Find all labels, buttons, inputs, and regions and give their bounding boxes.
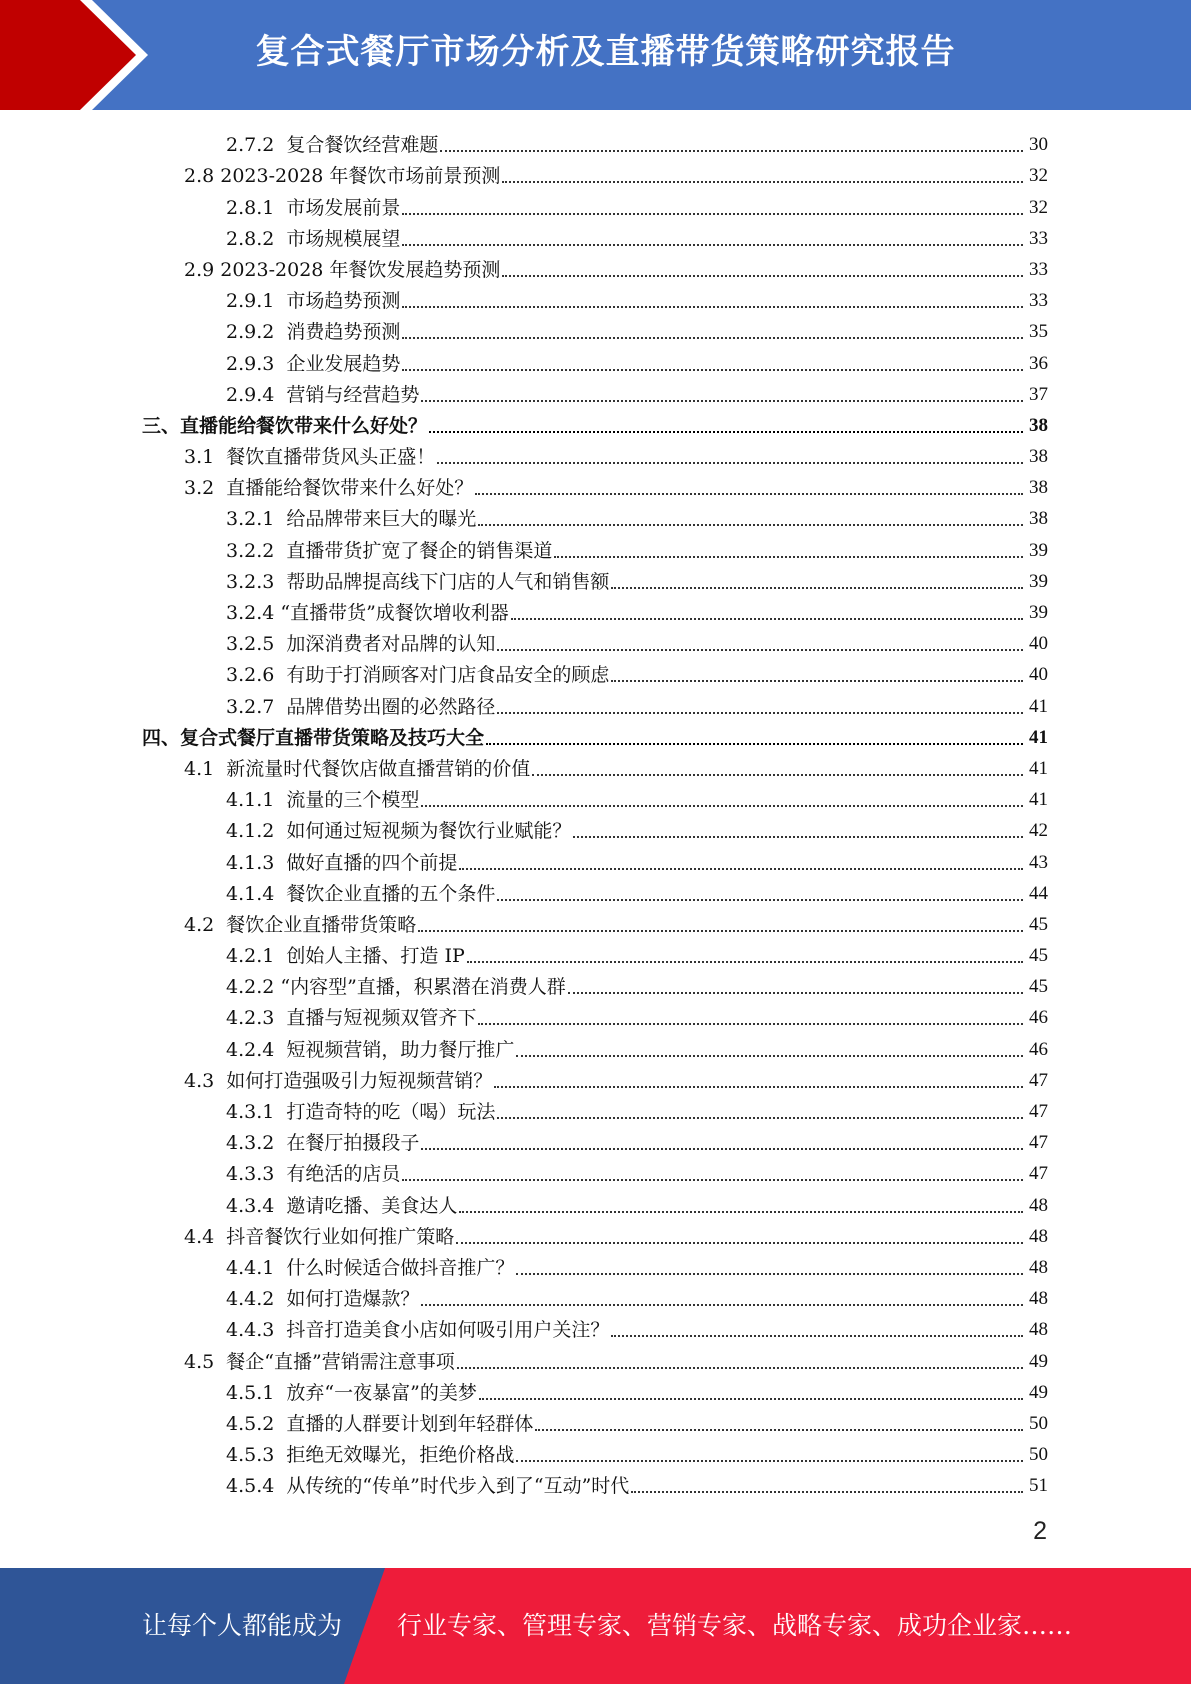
toc-entry[interactable] xyxy=(0,1312,1191,1343)
toc-entry[interactable] xyxy=(0,720,1191,751)
toc-entry-title: 4.5.3 拒绝无效曝光，拒绝价格战 xyxy=(226,1444,515,1467)
toc-entry[interactable] xyxy=(0,252,1191,283)
toc-dot-leader xyxy=(421,400,1023,402)
toc-entry-page: 47 xyxy=(1029,1163,1048,1185)
toc-entry-title: 2.9 2023-2028 年餐饮发展趋势预测 xyxy=(184,258,501,281)
toc-entry-title: 4.2.1 创始人主播、打造 IP xyxy=(226,945,465,968)
toc-dot-leader xyxy=(568,992,1023,994)
toc-entry-title: 3.1 餐饮直播带货风头正盛！ xyxy=(184,446,436,469)
toc-dot-leader xyxy=(402,244,1023,246)
toc-entry-title: 4.1.1 流量的三个模型 xyxy=(226,789,420,812)
toc-dot-leader xyxy=(459,1211,1023,1213)
toc-entry-title: 4.2.4 短视频营销，助力餐厅推广 xyxy=(226,1038,515,1061)
toc-entry-title: 2.9.4 营销与经营趋势 xyxy=(226,383,420,406)
toc-entry-title: 4.2.3 直播与短视频双管齐下 xyxy=(226,1007,477,1030)
toc-entry-page: 41 xyxy=(1029,695,1048,717)
toc-entry-page: 43 xyxy=(1029,851,1048,873)
toc-entry[interactable] xyxy=(0,657,1191,688)
toc-entry-page: 41 xyxy=(1029,726,1048,748)
toc-entry[interactable] xyxy=(0,688,1191,719)
toc-dot-leader xyxy=(502,181,1023,183)
toc-entry[interactable] xyxy=(0,751,1191,782)
toc-dot-leader xyxy=(402,369,1023,371)
toc-dot-leader xyxy=(421,1304,1023,1306)
toc-entry[interactable] xyxy=(0,501,1191,532)
toc-dot-leader xyxy=(478,1023,1023,1025)
toc-entry-title: 4.5 餐企“直播”营销需注意事项 xyxy=(184,1350,455,1373)
toc-entry-page: 49 xyxy=(1029,1350,1048,1372)
toc-entry[interactable] xyxy=(0,969,1191,1000)
toc-entry[interactable] xyxy=(0,782,1191,813)
toc-entry-page: 49 xyxy=(1029,1381,1048,1403)
toc-dot-leader xyxy=(497,899,1023,901)
toc-dot-leader xyxy=(502,275,1023,277)
toc-dot-leader xyxy=(459,868,1023,870)
report-title: 复合式餐厅市场分析及直播带货策略研究报告 xyxy=(255,32,956,72)
toc-entry-title: 4.3 如何打造强吸引力短视频营销？ xyxy=(184,1069,493,1092)
toc-entry-page: 39 xyxy=(1029,570,1048,592)
toc-entry-page: 51 xyxy=(1029,1475,1048,1497)
toc-entry-title: 2.9.1 市场趋势预测 xyxy=(226,290,401,313)
toc-entry-page: 33 xyxy=(1029,290,1048,312)
toc-entry-title: 4.5.1 放弃“一夜暴富”的美梦 xyxy=(226,1381,477,1404)
toc-dot-leader xyxy=(486,743,1023,745)
toc-dot-leader xyxy=(437,462,1023,464)
toc-entry-title: 3.2.1 给品牌带来巨大的曝光 xyxy=(226,508,477,531)
toc-entry-page: 42 xyxy=(1029,820,1048,842)
toc-dot-leader xyxy=(467,961,1023,963)
toc-entry-page: 40 xyxy=(1029,633,1048,655)
toc-dot-leader xyxy=(402,1179,1023,1181)
toc-entry[interactable] xyxy=(0,813,1191,844)
toc-entry-title: 2.8 2023-2028 年餐饮市场前景预测 xyxy=(184,165,501,188)
toc-entry[interactable] xyxy=(0,1375,1191,1406)
toc-entry-page: 35 xyxy=(1029,321,1048,343)
toc-entry[interactable] xyxy=(0,127,1191,158)
toc-entry-title: 4.4.1 什么时候适合做抖音推广？ xyxy=(226,1256,515,1279)
toc-entry-title: 2.9.3 企业发展趋势 xyxy=(226,352,401,375)
toc-dot-leader xyxy=(494,1086,1023,1088)
toc-entry-page: 32 xyxy=(1029,196,1048,218)
toc-entry[interactable] xyxy=(0,595,1191,626)
toc-entry[interactable] xyxy=(0,1031,1191,1062)
toc-entry-page: 48 xyxy=(1029,1256,1048,1278)
toc-entry[interactable] xyxy=(0,844,1191,875)
toc-dot-leader xyxy=(516,1460,1023,1462)
toc-entry-title: 2.7.2 复合餐饮经营难题 xyxy=(226,134,439,157)
toc-dot-leader xyxy=(535,1429,1023,1431)
toc-entry-title: 4.4.2 如何打造爆款？ xyxy=(226,1288,420,1311)
toc-dot-leader xyxy=(421,1148,1023,1150)
toc-entry-page: 37 xyxy=(1029,383,1048,405)
toc-entry-page: 39 xyxy=(1029,539,1048,561)
toc-entry[interactable] xyxy=(0,1000,1191,1031)
toc-entry-title: 4.4.3 抖音打造美食小店如何吸引用户关注？ xyxy=(226,1319,610,1342)
toc-entry[interactable] xyxy=(0,377,1191,408)
toc-entry-title: 4.2.2 “内容型”直播，积累潜在消费人群 xyxy=(226,976,566,999)
toc-entry-page: 41 xyxy=(1029,757,1048,779)
toc-entry-title: 2.8.2 市场规模展望 xyxy=(226,227,401,250)
toc-entry-page: 46 xyxy=(1029,1038,1048,1060)
toc-entry-title: 3.2.6 有助于打消顾客对门店食品安全的顾虑 xyxy=(226,664,610,687)
toc-dot-leader xyxy=(497,649,1023,651)
toc-entry-title: 4.1 新流量时代餐饮店做直播营销的价值 xyxy=(184,757,531,780)
toc-entry-title: 4.3.2 在餐厅拍摄段子 xyxy=(226,1132,420,1155)
toc-dot-leader xyxy=(475,493,1023,495)
toc-dot-leader xyxy=(497,1117,1023,1119)
toc-dot-leader xyxy=(554,556,1023,558)
toc-entry-page: 38 xyxy=(1029,477,1048,499)
page-number: 2 xyxy=(1033,1517,1047,1545)
toc-dot-leader xyxy=(532,774,1023,776)
toc-entry[interactable] xyxy=(0,345,1191,376)
toc-entry-title: 2.9.2 消费趋势预测 xyxy=(226,321,401,344)
toc-entry[interactable] xyxy=(0,626,1191,657)
toc-entry-title: 四、复合式餐厅直播带货策略及技巧大全 xyxy=(142,726,485,749)
toc-entry[interactable] xyxy=(0,1187,1191,1218)
toc-dot-leader xyxy=(421,805,1023,807)
toc-entry[interactable] xyxy=(0,1281,1191,1312)
toc-entry-page: 50 xyxy=(1029,1444,1048,1466)
toc-entry-title: 4.1.2 如何通过短视频为餐饮行业赋能？ xyxy=(226,820,572,843)
toc-entry-page: 45 xyxy=(1029,913,1048,935)
toc-entry-page: 48 xyxy=(1029,1194,1048,1216)
toc-entry-title: 3.2.5 加深消费者对品牌的认知 xyxy=(226,633,496,656)
toc-entry-title: 4.1.4 餐饮企业直播的五个条件 xyxy=(226,882,496,905)
toc-entry-page: 38 xyxy=(1029,414,1048,436)
toc-entry-title: 3.2.2 直播带货扩宽了餐企的销售渠道 xyxy=(226,539,553,562)
toc-entry-title: 三、直播能给餐饮带来什么好处？ xyxy=(142,414,428,437)
toc-entry-page: 40 xyxy=(1029,664,1048,686)
toc-dot-leader xyxy=(611,1335,1023,1337)
toc-entry-title: 4.5.4 从传统的“传单”时代步入到了“互动”时代 xyxy=(226,1475,630,1498)
toc-entry-title: 3.2.4 “直播带货”成餐饮增收利器 xyxy=(226,602,509,624)
toc-entry[interactable] xyxy=(0,1125,1191,1156)
toc-entry-title: 4.2 餐饮企业直播带货策略 xyxy=(184,913,417,936)
toc-entry-page: 47 xyxy=(1029,1132,1048,1154)
toc-entry[interactable] xyxy=(0,938,1191,969)
toc-entry-page: 50 xyxy=(1029,1412,1048,1434)
footer-slogan-right: 行业专家、管理专家、营销专家、战略专家、成功企业家…… xyxy=(397,1611,1073,1640)
toc-dot-leader xyxy=(573,836,1023,838)
toc-dot-leader xyxy=(402,306,1023,308)
toc-dot-leader xyxy=(631,1491,1023,1493)
toc-entry-page: 45 xyxy=(1029,945,1048,967)
toc-entry-title: 4.3.1 打造奇特的吃（喝）玩法 xyxy=(226,1101,496,1123)
toc-dot-leader xyxy=(429,431,1023,433)
toc-entry[interactable] xyxy=(0,1406,1191,1437)
toc-dot-leader xyxy=(611,587,1023,589)
toc-entry-page: 38 xyxy=(1029,508,1048,530)
toc-entry[interactable] xyxy=(0,314,1191,345)
page-header xyxy=(0,0,1191,110)
toc-dot-leader xyxy=(479,1398,1023,1400)
toc-dot-leader xyxy=(402,213,1023,215)
toc-entry[interactable] xyxy=(0,1343,1191,1374)
toc-entry-page: 41 xyxy=(1029,789,1048,811)
toc-entry-page: 32 xyxy=(1029,165,1048,187)
toc-entry-title: 3.2 直播能给餐饮带来什么好处？ xyxy=(184,477,474,500)
toc-entry[interactable] xyxy=(0,1063,1191,1094)
toc-entry-page: 48 xyxy=(1029,1225,1048,1247)
toc-dot-leader xyxy=(440,150,1023,152)
toc-entry[interactable] xyxy=(0,439,1191,470)
toc-entry-page: 46 xyxy=(1029,1007,1048,1029)
toc-entry[interactable] xyxy=(0,1468,1191,1499)
toc-dot-leader xyxy=(516,1273,1023,1275)
toc-dot-leader xyxy=(457,1367,1023,1369)
toc-entry-title: 4.4 抖音餐饮行业如何推广策略 xyxy=(184,1225,455,1248)
toc-dot-leader xyxy=(418,930,1023,932)
toc-entry-page: 36 xyxy=(1029,352,1048,374)
toc-entry[interactable] xyxy=(0,1437,1191,1468)
toc-entry[interactable] xyxy=(0,158,1191,189)
toc-entry-page: 39 xyxy=(1029,602,1048,623)
toc-entry-page: 44 xyxy=(1029,882,1048,904)
toc-dot-leader xyxy=(497,712,1023,714)
page-footer xyxy=(0,1568,1191,1684)
toc-entry[interactable] xyxy=(0,1250,1191,1281)
toc-entry-page: 48 xyxy=(1029,1319,1048,1341)
toc-entry-page: 48 xyxy=(1029,1288,1048,1310)
toc-dot-leader xyxy=(511,618,1023,620)
toc-dot-leader xyxy=(611,680,1023,682)
toc-dot-leader xyxy=(478,524,1023,526)
toc-entry-page: 38 xyxy=(1029,446,1048,468)
toc-entry-title: 4.3.3 有绝活的店员 xyxy=(226,1163,401,1186)
toc-entry-title: 4.3.4 邀请吃播、美食达人 xyxy=(226,1194,458,1217)
toc-entry[interactable] xyxy=(0,189,1191,220)
toc-entry-page: 33 xyxy=(1029,258,1048,280)
toc-entry-page: 30 xyxy=(1029,134,1048,156)
toc-entry-title: 4.1.3 做好直播的四个前提 xyxy=(226,851,458,874)
toc-entry[interactable] xyxy=(0,1219,1191,1250)
toc-entry-page: 47 xyxy=(1029,1069,1048,1091)
toc-entry-page: 33 xyxy=(1029,227,1048,249)
toc-entry[interactable] xyxy=(0,470,1191,501)
toc-entry[interactable] xyxy=(0,532,1191,563)
footer-slogan-left: 让每个人都能成为 xyxy=(142,1611,343,1640)
toc-entry[interactable] xyxy=(0,283,1191,314)
toc-entry[interactable] xyxy=(0,564,1191,595)
toc-entry[interactable] xyxy=(0,1094,1191,1125)
toc-entry-page: 45 xyxy=(1029,976,1048,998)
toc-dot-leader xyxy=(456,1242,1023,1244)
toc-entry[interactable] xyxy=(0,221,1191,252)
toc-entry[interactable] xyxy=(0,876,1191,907)
toc-entry-title: 3.2.3 帮助品牌提高线下门店的人气和销售额 xyxy=(226,570,610,593)
toc-entry[interactable] xyxy=(0,1156,1191,1187)
toc-entry-title: 2.8.1 市场发展前景 xyxy=(226,196,401,219)
table-of-contents xyxy=(0,127,1191,1499)
toc-entry-page: 47 xyxy=(1029,1101,1048,1122)
toc-entry-title: 4.5.2 直播的人群要计划到年轻群体 xyxy=(226,1412,534,1435)
toc-entry[interactable] xyxy=(0,408,1191,439)
toc-entry[interactable] xyxy=(0,907,1191,938)
toc-dot-leader xyxy=(402,337,1023,339)
toc-entry-title: 3.2.7 品牌借势出圈的必然路径 xyxy=(226,695,496,718)
toc-dot-leader xyxy=(516,1055,1023,1057)
